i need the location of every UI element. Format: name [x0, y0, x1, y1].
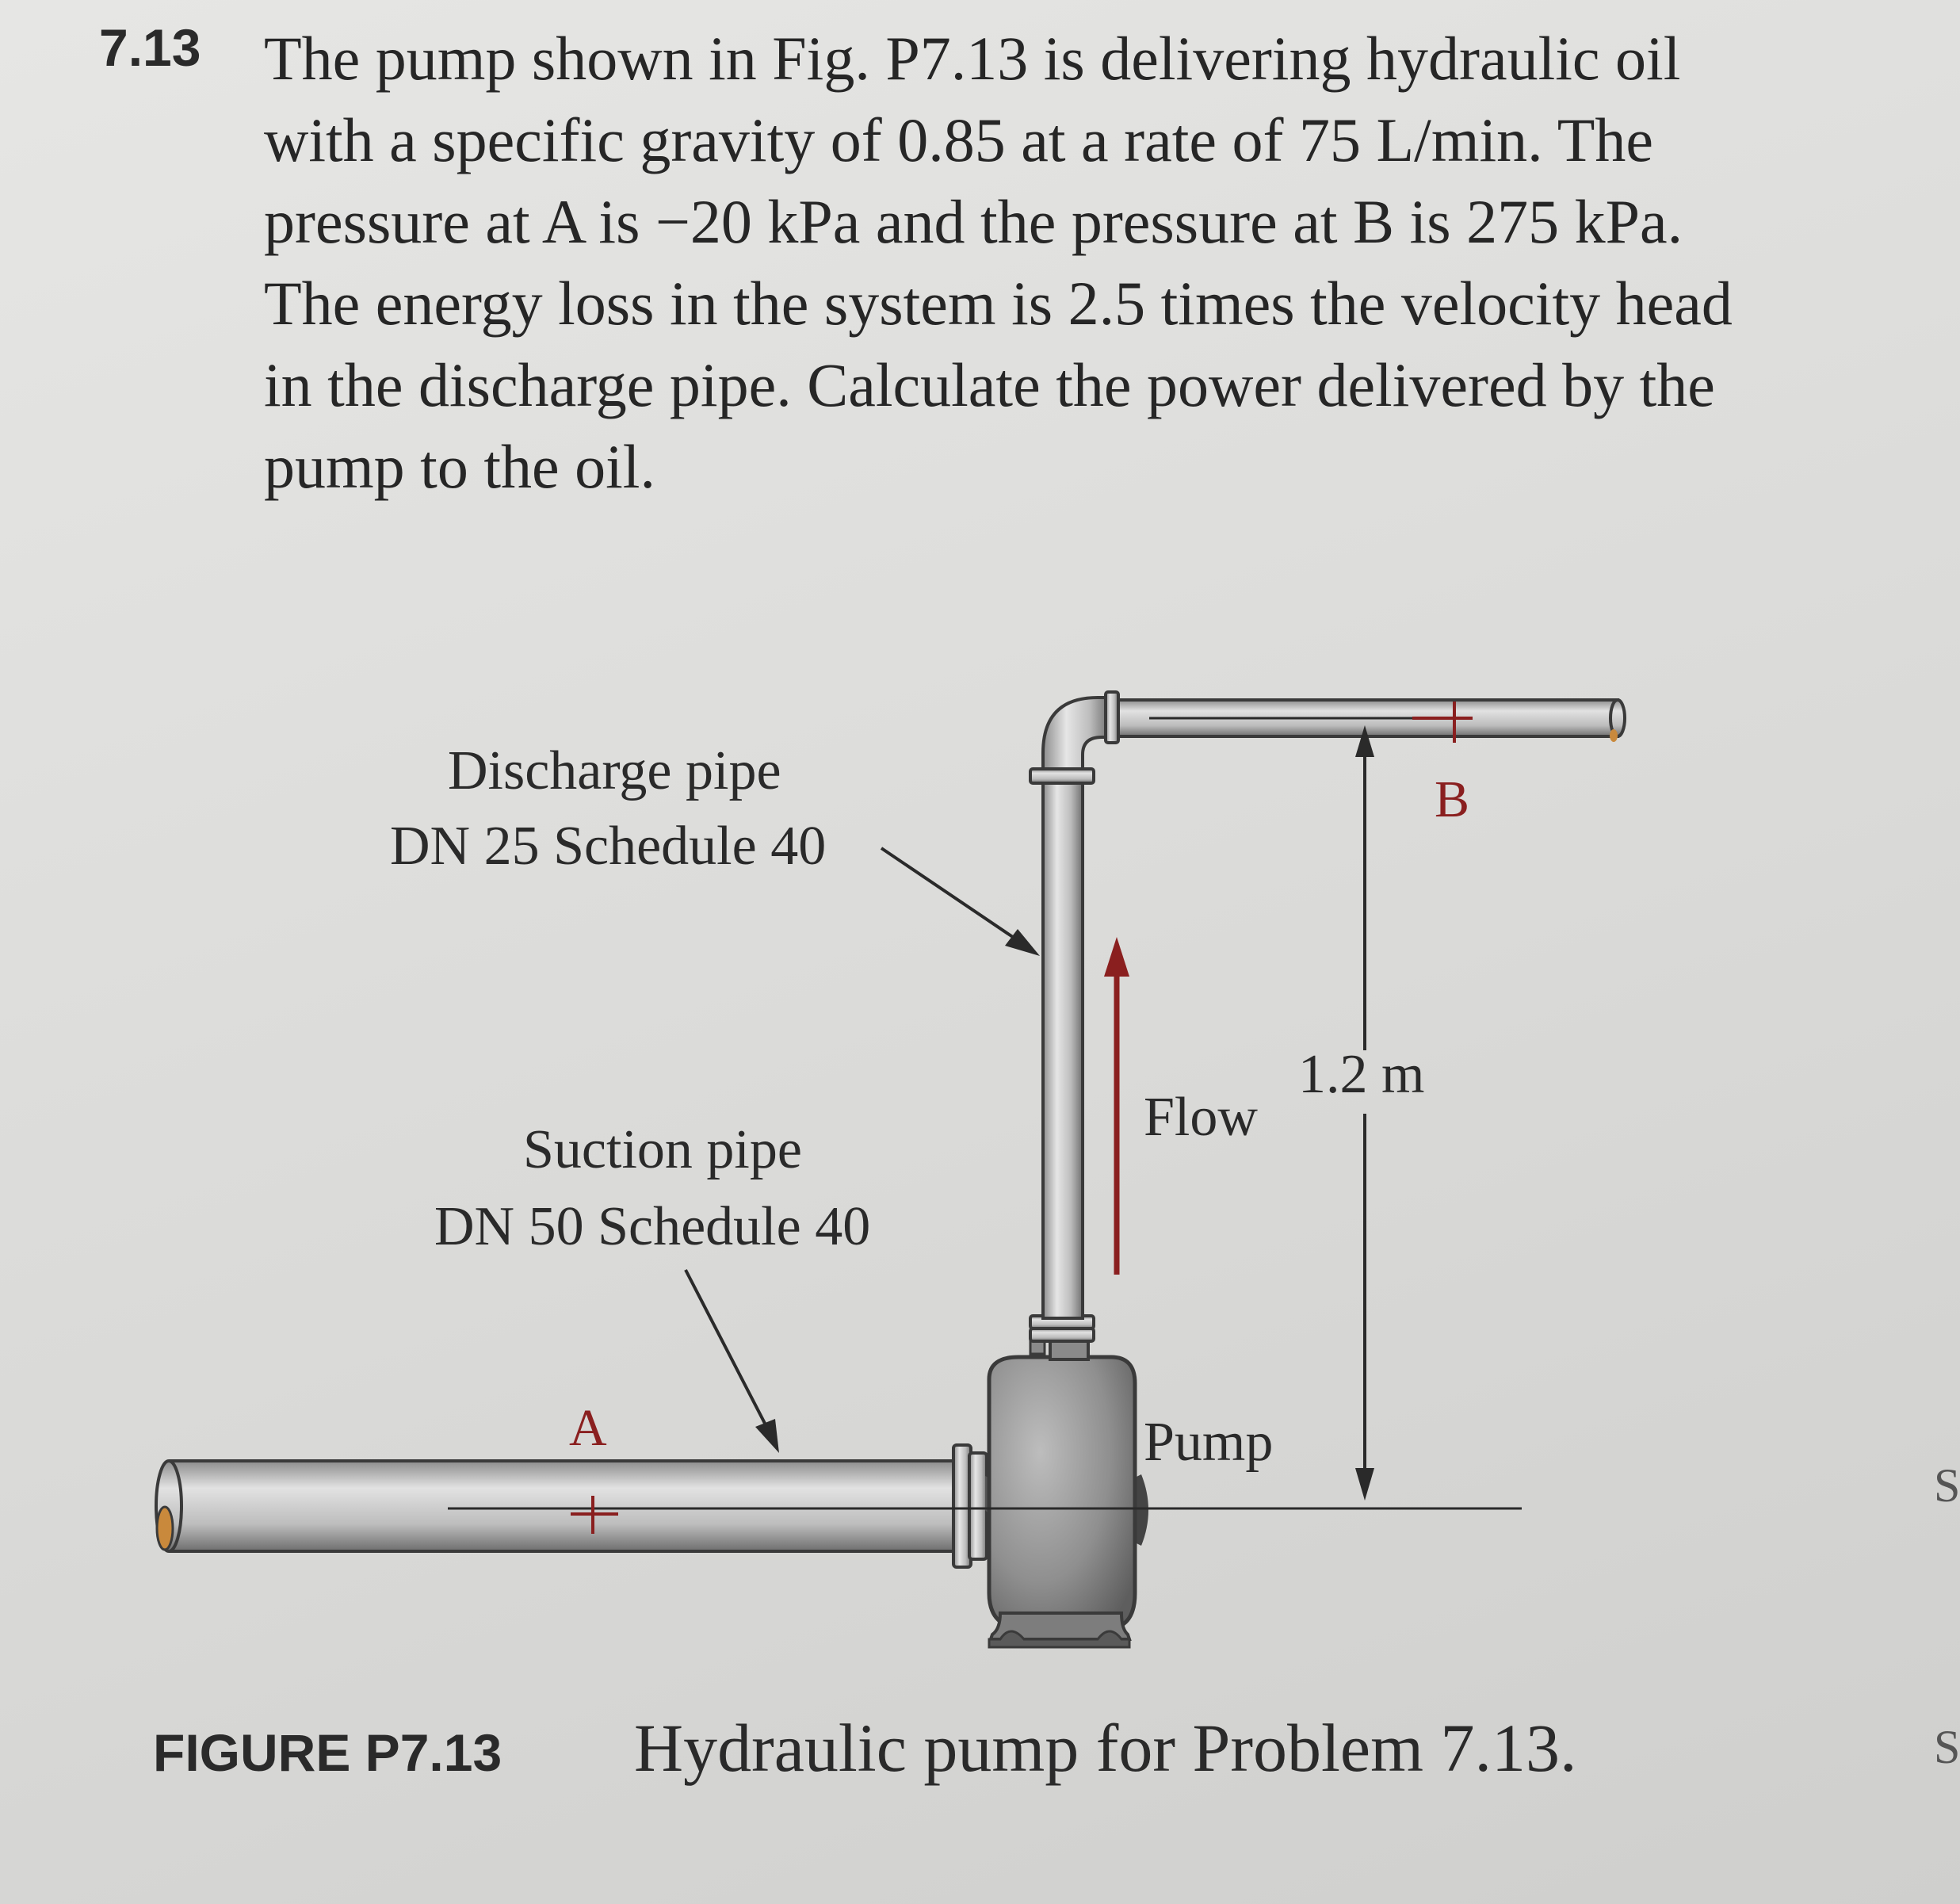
- discharge-label: Discharge pipe: [448, 740, 781, 801]
- flow-label: Flow: [1144, 1087, 1258, 1148]
- suction-pipe: [156, 1461, 955, 1551]
- pump-body: [985, 1336, 1148, 1647]
- discharge-spec: DN 25 Schedule 40: [390, 816, 827, 877]
- problem-line-2: with a specific gravity of 0.85 at a rate of 75 L/min. The: [264, 105, 1654, 174]
- edge-text-2: S: [1934, 1721, 1960, 1773]
- problem-line-4: The energy loss in the system is 2.5 times the velocity head: [264, 269, 1733, 338]
- problem-line-5: in the discharge pipe. Calculate the power delivered by the: [264, 350, 1715, 419]
- point-a-label: A: [569, 1399, 607, 1457]
- suction-spec: DN 50 Schedule 40: [434, 1196, 871, 1257]
- problem-line-1: The pump shown in Fig. P7.13 is delivering hydraulic oil: [264, 24, 1681, 93]
- flow-arrow: [1104, 937, 1129, 1275]
- figure-caption-label: FIGURE P7.13: [153, 1723, 502, 1782]
- suction-label: Suction pipe: [523, 1119, 802, 1180]
- suction-flange: [953, 1445, 987, 1567]
- suction-leader-arrow: [686, 1270, 779, 1453]
- height-dimension: [1355, 725, 1374, 1501]
- height-label: 1.2 m: [1298, 1044, 1425, 1105]
- problem-line-3: pressure at A is −20 kPa and the pressure at B is 275 kPa.: [264, 187, 1683, 256]
- problem-line-6: pump to the oil.: [264, 432, 655, 501]
- edge-text-1: S: [1934, 1459, 1960, 1512]
- problem-number: 7.13: [99, 18, 201, 77]
- pump-label: Pump: [1144, 1412, 1274, 1473]
- figure-caption-title: Hydraulic pump for Problem 7.13.: [634, 1710, 1577, 1786]
- discharge-leader-arrow: [881, 848, 1040, 956]
- point-b-label: B: [1435, 770, 1470, 828]
